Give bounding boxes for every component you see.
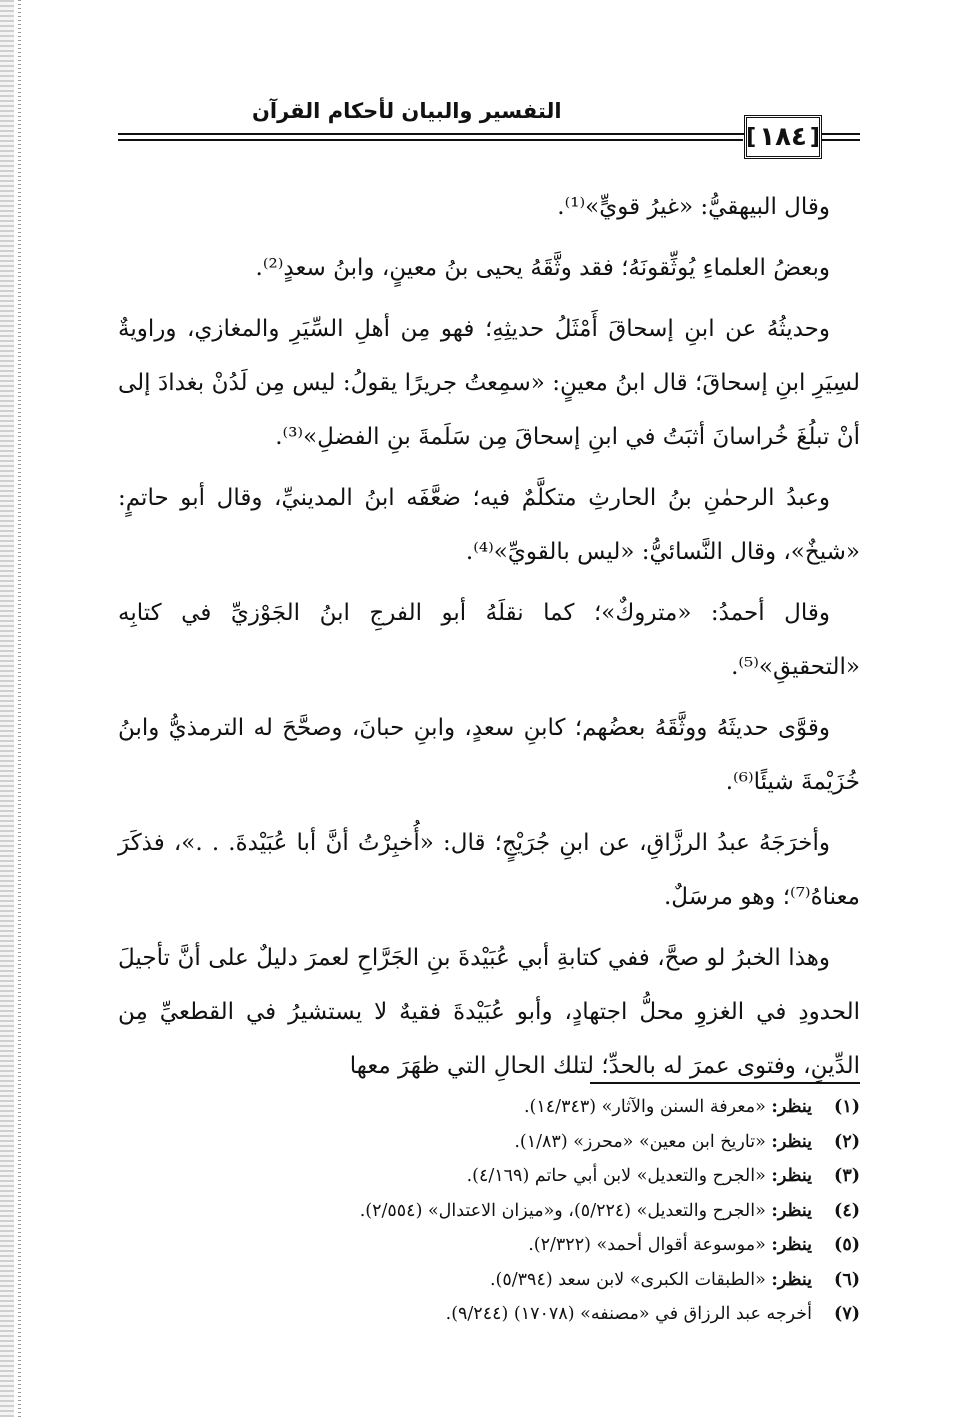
footnote-item <box>118 1263 860 1298</box>
footnotes <box>118 1090 860 1332</box>
footnote-item <box>118 1125 860 1160</box>
header-rule-left <box>118 139 743 141</box>
footnote-item <box>118 1297 860 1332</box>
footnote-text: «تاريخ ابن معين» «محرز» (١/٨٣). <box>514 1131 766 1152</box>
footnote-item <box>118 1194 860 1229</box>
footnote-separator <box>590 1082 860 1084</box>
footnote-text: أخرجه عبد الرزاق في «مصنفه» (١٧٠٧٨) (٩/٢٤٤). <box>445 1304 812 1324</box>
paragraph: وعبدُ الرحمٰنِ بنُ الحارثِ متكلَّمٌ فيه؛ ضعَّفَه ابنُ المدينيِّ، وقال أبو حاتمٍ: «شيخٌ»، وقال النَّسائيُّ: «ليس بالقويِّ»⁽⁴⁾. <box>118 485 860 565</box>
paragraph: وحديثُهُ عن ابنِ إسحاقَ أَمْثَلُ حديثِهِ؛ فهو مِن أهلِ السِّيَرِ والمغازي، وراويةٌ لسِيَرِ ابنِ إسحاقَ؛ قال ابنُ معينٍ: «سمِعتُ جريرًا يقولُ: ليس مِن لَدُنْ بغدادَ إلى أنْ تبلُغَ خُراسانَ أثبَتُ في ابنِ إسحاقَ مِن سَلَمةَ بنِ الفضلِ»⁽³⁾. <box>118 316 860 450</box>
right-bracket: ] <box>809 124 820 150</box>
paragraph: وقال أحمدُ: «متروكٌ»؛ كما نقلَهُ أبو الفرجِ ابنُ الجَوْزيِّ في كتابِه «التحقيقِ»⁽⁵⁾. <box>118 600 860 680</box>
scan-edge-shadow <box>0 0 14 1417</box>
page-header <box>118 95 860 165</box>
footnote-item <box>118 1228 860 1263</box>
header-rule-right <box>820 139 860 141</box>
footnote-item <box>118 1159 860 1194</box>
scan-edge-dots <box>18 0 21 1417</box>
footnote-number: (٥) <box>834 1235 860 1255</box>
footnote-text: «الجرح والتعديل» (٥/٢٢٤)، و«ميزان الاعتدال» (٢/٥٥٤). <box>359 1200 766 1221</box>
page-number-box <box>744 115 822 159</box>
footnote-label: ينظر: <box>771 1269 812 1290</box>
footnote-label: ينظر: <box>771 1097 812 1117</box>
footnote-label: ينظر: <box>771 1235 812 1255</box>
footnote-number: (٧) <box>834 1304 860 1324</box>
footnote-text: «موسوعة أقوال أحمد» (٢/٣٢٢). <box>528 1235 766 1255</box>
paragraph: وهذا الخبرُ لو صحَّ، ففي كتابةِ أبي عُبَيْدةَ بنِ الجَرَّاحِ لعمرَ دليلٌ على أنَّ تأجيلَ الحدودِ في الغزوِ محلُّ اجتهادٍ، وأبو عُبَيْدةَ فقيهٌ لا يستشيرُ في القطعيِّ مِن الدِّينِ، وفتوى عمرَ له بالحدِّ؛ لتلك الحالِ التي ظهَرَ معها <box>118 945 860 1079</box>
footnote-label: ينظر: <box>771 1200 812 1221</box>
footnote-number: (٢) <box>834 1131 860 1152</box>
footnote-number: (٦) <box>834 1269 860 1290</box>
footnote-number: (١) <box>834 1097 860 1117</box>
footnote-label: ينظر: <box>771 1166 812 1186</box>
footnote-label: ينظر: <box>771 1131 812 1152</box>
paragraph: وقوَّى حديثَهُ ووثَّقَهُ بعضُهم؛ كابنِ سعدٍ، وابنِ حبانَ، وصحَّحَ له الترمذيُّ وابنُ خُزَيْمةَ شيئًا⁽⁶⁾. <box>118 715 860 795</box>
footnote-text: «الجرح والتعديل» لابن أبي حاتم (٤/١٦٩). <box>466 1166 766 1186</box>
footnote-text: «معرفة السنن والآثار» (١٤/٣٤٣). <box>523 1097 766 1117</box>
running-title: التفسير والبيان لأحكام القرآن <box>252 99 562 123</box>
footnote-number: (٣) <box>834 1166 860 1186</box>
footnote-number: (٤) <box>834 1200 860 1221</box>
footnote-text: «الطبقات الكبرى» لابن سعد (٥/٣٩٤). <box>489 1269 766 1290</box>
paragraph: وبعضُ العلماءِ يُوثِّقونَهُ؛ فقد وثَّقَهُ يحيى بنُ معينٍ، وابنُ سعدٍ⁽²⁾. <box>255 255 830 281</box>
footnote-item <box>118 1090 860 1125</box>
paragraph: وقال البيهقيُّ: «غيرُ قويٍّ»⁽¹⁾. <box>557 194 830 220</box>
page-number: ١٨٤ <box>759 122 807 152</box>
paragraph: وأخرَجَهُ عبدُ الرزَّاقِ، عن ابنِ جُرَيْجٍ؛ قال: «أُخبِرْتُ أنَّ أبا عُبَيْدةَ. . .»، فذكَرَ معناهُ⁽⁷⁾؛ وهو مرسَلٌ. <box>118 830 860 910</box>
main-text <box>118 180 860 1100</box>
left-bracket: [ <box>746 124 757 150</box>
